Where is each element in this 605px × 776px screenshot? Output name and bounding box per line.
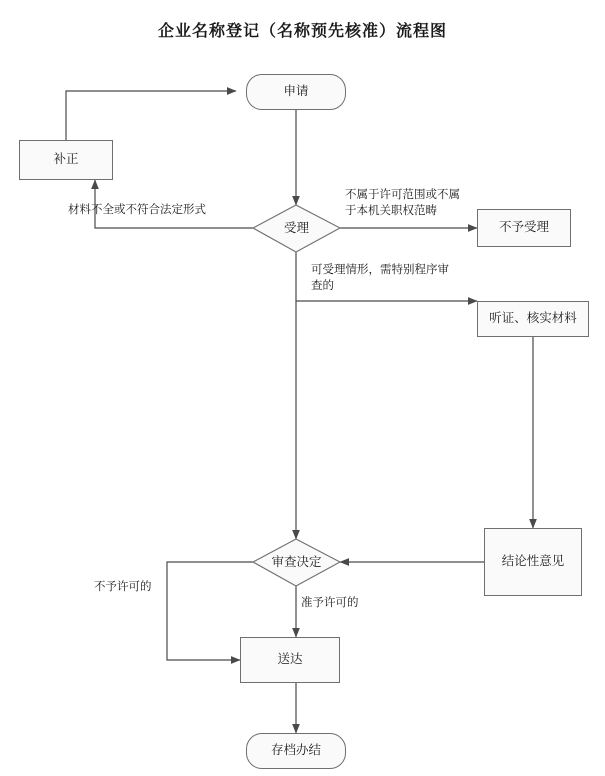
node-apply[interactable]: 申请 — [246, 74, 346, 110]
edge-label-not-permitted: 不予许可的 — [94, 581, 152, 593]
node-reject-accept[interactable]: 不予受理 — [477, 209, 571, 247]
node-correct[interactable]: 补正 — [19, 140, 113, 180]
node-archive[interactable]: 存档办结 — [246, 733, 346, 769]
edge-correct-to-apply — [66, 91, 236, 140]
edge-label-out-of-scope: 不属于许可范围或不属 于本机关职权范畴 — [345, 189, 460, 217]
node-review-decision[interactable]: 审查决定 — [271, 554, 322, 569]
node-accept[interactable]: 受理 — [283, 220, 309, 235]
edge-label-permitted: 准予许可的 — [301, 597, 359, 609]
edge-label-correct: 材料不全或不符合法定形式 — [68, 204, 206, 216]
node-deliver[interactable]: 送达 — [240, 637, 340, 683]
node-hearing[interactable]: 听证、核实材料 — [477, 301, 589, 337]
edge-label-special-procedure: 可受理情形，需特别程序审 查的 — [311, 264, 449, 292]
page-title: 企业名称登记（名称预先核准）流程图 — [157, 23, 447, 40]
node-conclusion[interactable]: 结论性意见 — [484, 528, 582, 596]
